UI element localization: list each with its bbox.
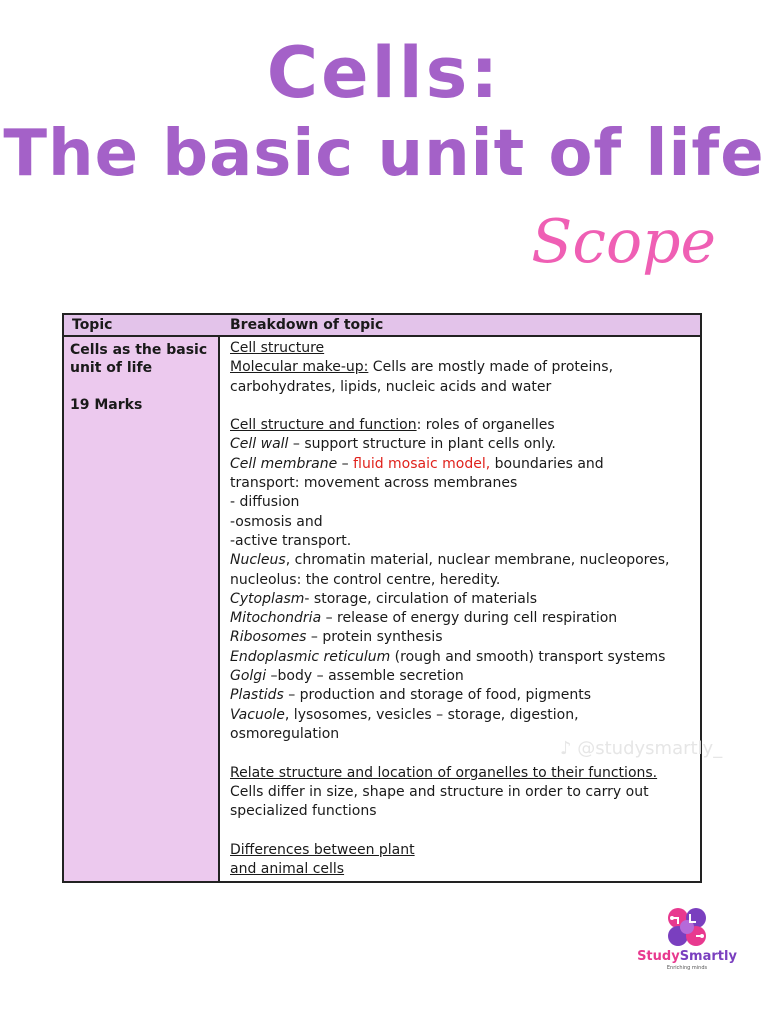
relate-heading: Relate structure and location of organelles to their functions. (230, 764, 658, 781)
molecular-text: Cells are mostly made of proteins, (368, 359, 614, 376)
watermark-handle: @studysmartly_ (577, 738, 723, 759)
line-cell-wall (230, 435, 692, 454)
cell-wall-text: – support structure in plant cells only. (288, 436, 556, 453)
cytoplasm-text: - storage, circulation of materials (304, 590, 538, 607)
line-osmosis: -osmosis and (230, 513, 323, 530)
differences-heading: Differences between plant (230, 841, 415, 858)
mitochondria-text: – release of energy during cell respiration (321, 610, 618, 627)
line-plastids (230, 686, 692, 705)
cell-membrane-text: boundaries and (490, 455, 604, 472)
table-header-row (64, 315, 700, 337)
logo-name-study: Study (637, 949, 680, 964)
topic-name: Cells as the basic unit of life (70, 342, 208, 376)
vacuole-label: Vacuole (230, 706, 285, 723)
breakdown-cell (222, 337, 700, 881)
logo-tagline: Enriching minds (666, 965, 708, 971)
cell-wall-label: Cell wall (230, 436, 289, 453)
line-cell-structure (230, 339, 692, 358)
header-topic: Topic (72, 317, 113, 333)
title-line-1: Cells: (266, 32, 502, 114)
cell-membrane-dash: – (337, 455, 354, 472)
csf-label: Cell structure and function (230, 417, 417, 434)
csf-text: : roles of organelles (416, 417, 555, 434)
logo-name-smartly: Smartly (679, 949, 737, 964)
line-er (230, 648, 692, 667)
line-molecular (230, 358, 692, 377)
nucleus-text: , chromatin material, nuclear membrane, nucleopores, (285, 552, 670, 569)
brain-puzzle-icon (632, 906, 742, 950)
line-molecular-2: carbohydrates, lipids, nucleic acids and water (230, 378, 552, 395)
line-differences (230, 841, 692, 860)
line-cells-differ: Cells differ in size, shape and structure in order to carry out (230, 783, 649, 800)
vacuole-text: , lysosomes, vesicles – storage, digestion, (284, 706, 579, 723)
molecular-label: Molecular make-up: (230, 359, 369, 376)
line-cells-differ-2: specialized functions (230, 803, 377, 820)
differences-heading-2: and animal cells (230, 861, 345, 878)
line-nucleus (230, 551, 692, 570)
topic-cell (64, 337, 220, 881)
fluid-mosaic-model: fluid mosaic model, (353, 455, 491, 472)
scope-table (62, 313, 702, 883)
nucleus-label: Nucleus (230, 552, 286, 569)
er-text: (rough and smooth) transport systems (390, 648, 666, 665)
tiktok-icon: ♪ (560, 738, 572, 759)
line-cytoplasm (230, 590, 692, 609)
topic-marks: 19 Marks (70, 397, 143, 413)
subtitle: Scope (531, 207, 716, 277)
line-osmoregulation: osmoregulation (230, 725, 340, 742)
header-breakdown: Breakdown of topic (230, 317, 384, 333)
cell-structure-heading: Cell structure (230, 340, 325, 356)
golgi-label: Golgi (230, 668, 267, 685)
line-transport: transport: movement across membranes (230, 475, 518, 492)
ribosomes-label: Ribosomes (230, 629, 307, 646)
watermark (560, 738, 722, 759)
line-ribosomes (230, 628, 692, 647)
ribosomes-text: – protein synthesis (306, 629, 443, 646)
cytoplasm-label: Cytoplasm (230, 590, 305, 607)
line-differences-2 (230, 860, 692, 879)
line-vacuole (230, 706, 692, 725)
line-cell-membrane (230, 455, 692, 474)
title-line-2: The basic unit of life (3, 117, 765, 191)
line-relate (230, 764, 692, 783)
line-active-transport: -active transport. (230, 532, 352, 549)
plastids-label: Plastids (230, 687, 284, 704)
line-golgi (230, 667, 692, 686)
logo-name (632, 950, 742, 963)
line-mitochondria (230, 609, 692, 628)
line-diffusion: - diffusion (230, 494, 300, 511)
plastids-text: – production and storage of food, pigments (283, 687, 592, 704)
study-smartly-logo (632, 906, 742, 978)
er-label: Endoplasmic reticulum (230, 648, 391, 665)
line-csf (230, 416, 692, 435)
line-nucleolus: nucleolus: the control centre, heredity. (230, 571, 501, 588)
cell-membrane-label: Cell membrane (230, 455, 338, 472)
mitochondria-label: Mitochondria (230, 610, 322, 627)
golgi-text: –body – assemble secretion (266, 668, 464, 685)
